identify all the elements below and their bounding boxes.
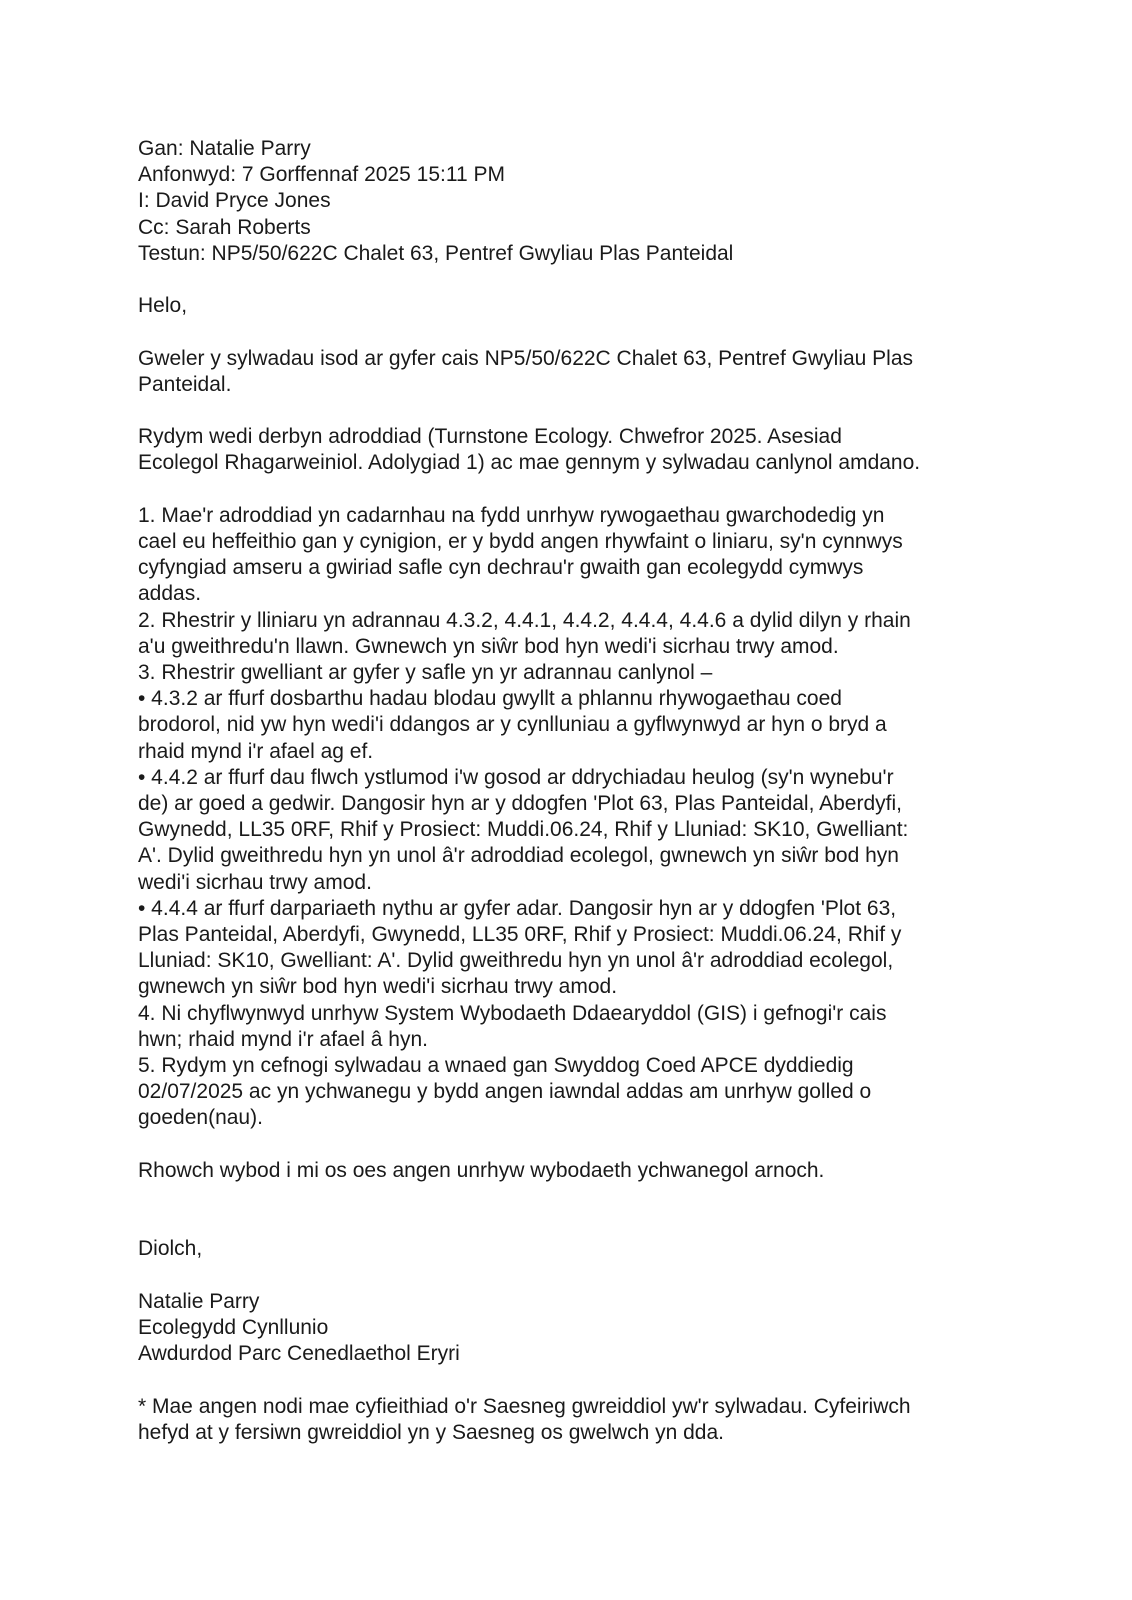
to-line: I: David Pryce Jones — [138, 189, 331, 213]
cc-line: Cc: Sarah Roberts — [138, 215, 311, 239]
comment-line: A'. Dylid gweithredu hyn yn unol â'r adroddiad ecolegol, gwnewch yn siŵr bod hyn — [138, 844, 899, 868]
comment-line: cael eu heffeithio gan y cynigion, er y bydd angen rhywfaint o liniaru, sy'n cynnwys — [138, 529, 903, 553]
comment-line: cyfyngiad amseru a gwiriad safle cyn dechrau'r gwaith gan ecolegydd cymwys — [138, 556, 864, 580]
comment-line: a'u gweithredu'n llawn. Gwnewch yn siŵr bod hyn wedi'i sicrhau trwy amod. — [138, 634, 839, 658]
footnote-line: * Mae angen nodi mae cyfieithiad o'r Saesneg gwreiddiol yw'r sylwadau. Cyfeiriwch — [138, 1394, 911, 1418]
closing-request: Rhowch wybod i mi os oes angen unrhyw wybodaeth ychwanegol arnoch. — [138, 1158, 825, 1182]
from-line: Gan: Natalie Parry — [138, 137, 311, 160]
signoff: Diolch, — [138, 1237, 203, 1261]
comment-line: de) ar goed a gedwir. Dangosir hyn ar y ddogfen 'Plot 63, Plas Panteidal, Aberdyfi, — [138, 792, 902, 816]
comment-line: Gwynedd, LL35 0RF, Rhif y Prosiect: Muddi.06.24, Rhif y Lluniad: SK10, Gwelliant: — [138, 818, 909, 842]
comment-line: 2. Rhestrir y lliniaru yn adrannau 4.3.2, 4.4.1, 4.4.2, 4.4.4, 4.4.6 a dylid dilyn y rhain — [138, 608, 911, 632]
report-paragraph — [138, 424, 1038, 476]
intro-line: Panteidal. — [138, 372, 232, 396]
comment-line: gwnewch yn siŵr bod hyn wedi'i sicrhau trwy amod. — [138, 975, 618, 999]
email-header — [138, 136, 1038, 267]
comment-line: 5. Rydym yn cefnogi sylwadau a wnaed gan Swyddog Coed APCE dyddiedig — [138, 1054, 854, 1078]
comment-line: • 4.3.2 ar ffurf dosbarthu hadau blodau gwyllt a phlannu rhywogaethau coed — [138, 687, 842, 711]
comment-line: Plas Panteidal, Aberdyfi, Gwynedd, LL35 0RF, Rhif y Prosiect: Muddi.06.24, Rhif y — [138, 923, 902, 947]
comment-line: 3. Rhestrir gwelliant ar gyfer y safle yn yr adrannau canlynol – — [138, 661, 713, 684]
report-line: Ecolegol Rhagarweiniol. Adolygiad 1) ac mae gennym y sylwadau canlynol amdano. — [138, 451, 921, 475]
comment-line: 02/07/2025 ac yn ychwanegu y bydd angen iawndal addas am unrhyw golled o — [138, 1080, 872, 1104]
intro-line: Gweler y sylwadau isod ar gyfer cais NP5/50/622C Chalet 63, Pentref Gwyliau Plas — [138, 346, 914, 370]
greeting: Helo, — [138, 294, 188, 318]
signature-block — [138, 1289, 1038, 1368]
comment-line: • 4.4.2 ar ffurf dau flwch ystlumod i'w gosod ar ddrychiadau heulog (sy'n wynebu'r — [138, 765, 894, 789]
footnote-line: hefyd at y fersiwn gwreiddiol yn y Saesneg os gwelwch yn dda. — [138, 1420, 724, 1444]
translation-footnote — [138, 1394, 1038, 1446]
comment-line: 4. Ni chyflwynwyd unrhyw System Wybodaeth Ddaearyddol (GIS) i gefnogi'r cais — [138, 1001, 887, 1025]
comment-line: wedi'i sicrhau trwy amod. — [138, 870, 372, 894]
comment-line: • 4.4.4 ar ffurf darpariaeth nythu ar gyfer adar. Dangosir hyn ar y ddogfen 'Plot 63, — [138, 896, 897, 920]
signature-organisation: Awdurdod Parc Cenedlaethol Eryri — [138, 1342, 460, 1366]
comment-line: brodorol, nid yw hyn wedi'i ddangos ar y cynlluniau a gyflwynwyd ar hyn o bryd a — [138, 713, 887, 737]
signature-name: Natalie Parry — [138, 1289, 260, 1313]
comment-line: 1. Mae'r adroddiad yn cadarnhau na fydd unrhyw rywogaethau gwarchodedig yn — [138, 503, 885, 527]
comment-line: addas. — [138, 582, 202, 606]
comment-line: goeden(nau). — [138, 1106, 263, 1130]
subject-line: Testun: NP5/50/622C Chalet 63, Pentref Gwyliau Plas Panteidal — [138, 241, 734, 265]
comment-line: Lluniad: SK10, Gwelliant: A'. Dylid gweithredu hyn yn unol â'r adroddiad ecolegol, — [138, 949, 894, 973]
email-body — [138, 136, 1038, 1446]
comment-line: hwn; rhaid mynd i'r afael â hyn. — [138, 1027, 428, 1051]
comment-line: rhaid mynd i'r afael ag ef. — [138, 739, 374, 763]
report-line: Rydym wedi derbyn adroddiad (Turnstone Ecology. Chwefror 2025. Asesiad — [138, 425, 842, 449]
comments-list — [138, 503, 1038, 1132]
intro-paragraph — [138, 346, 1038, 398]
sent-line: Anfonwyd: 7 Gorffennaf 2025 15:11 PM — [138, 163, 505, 187]
signature-role: Ecolegydd Cynllunio — [138, 1316, 329, 1340]
